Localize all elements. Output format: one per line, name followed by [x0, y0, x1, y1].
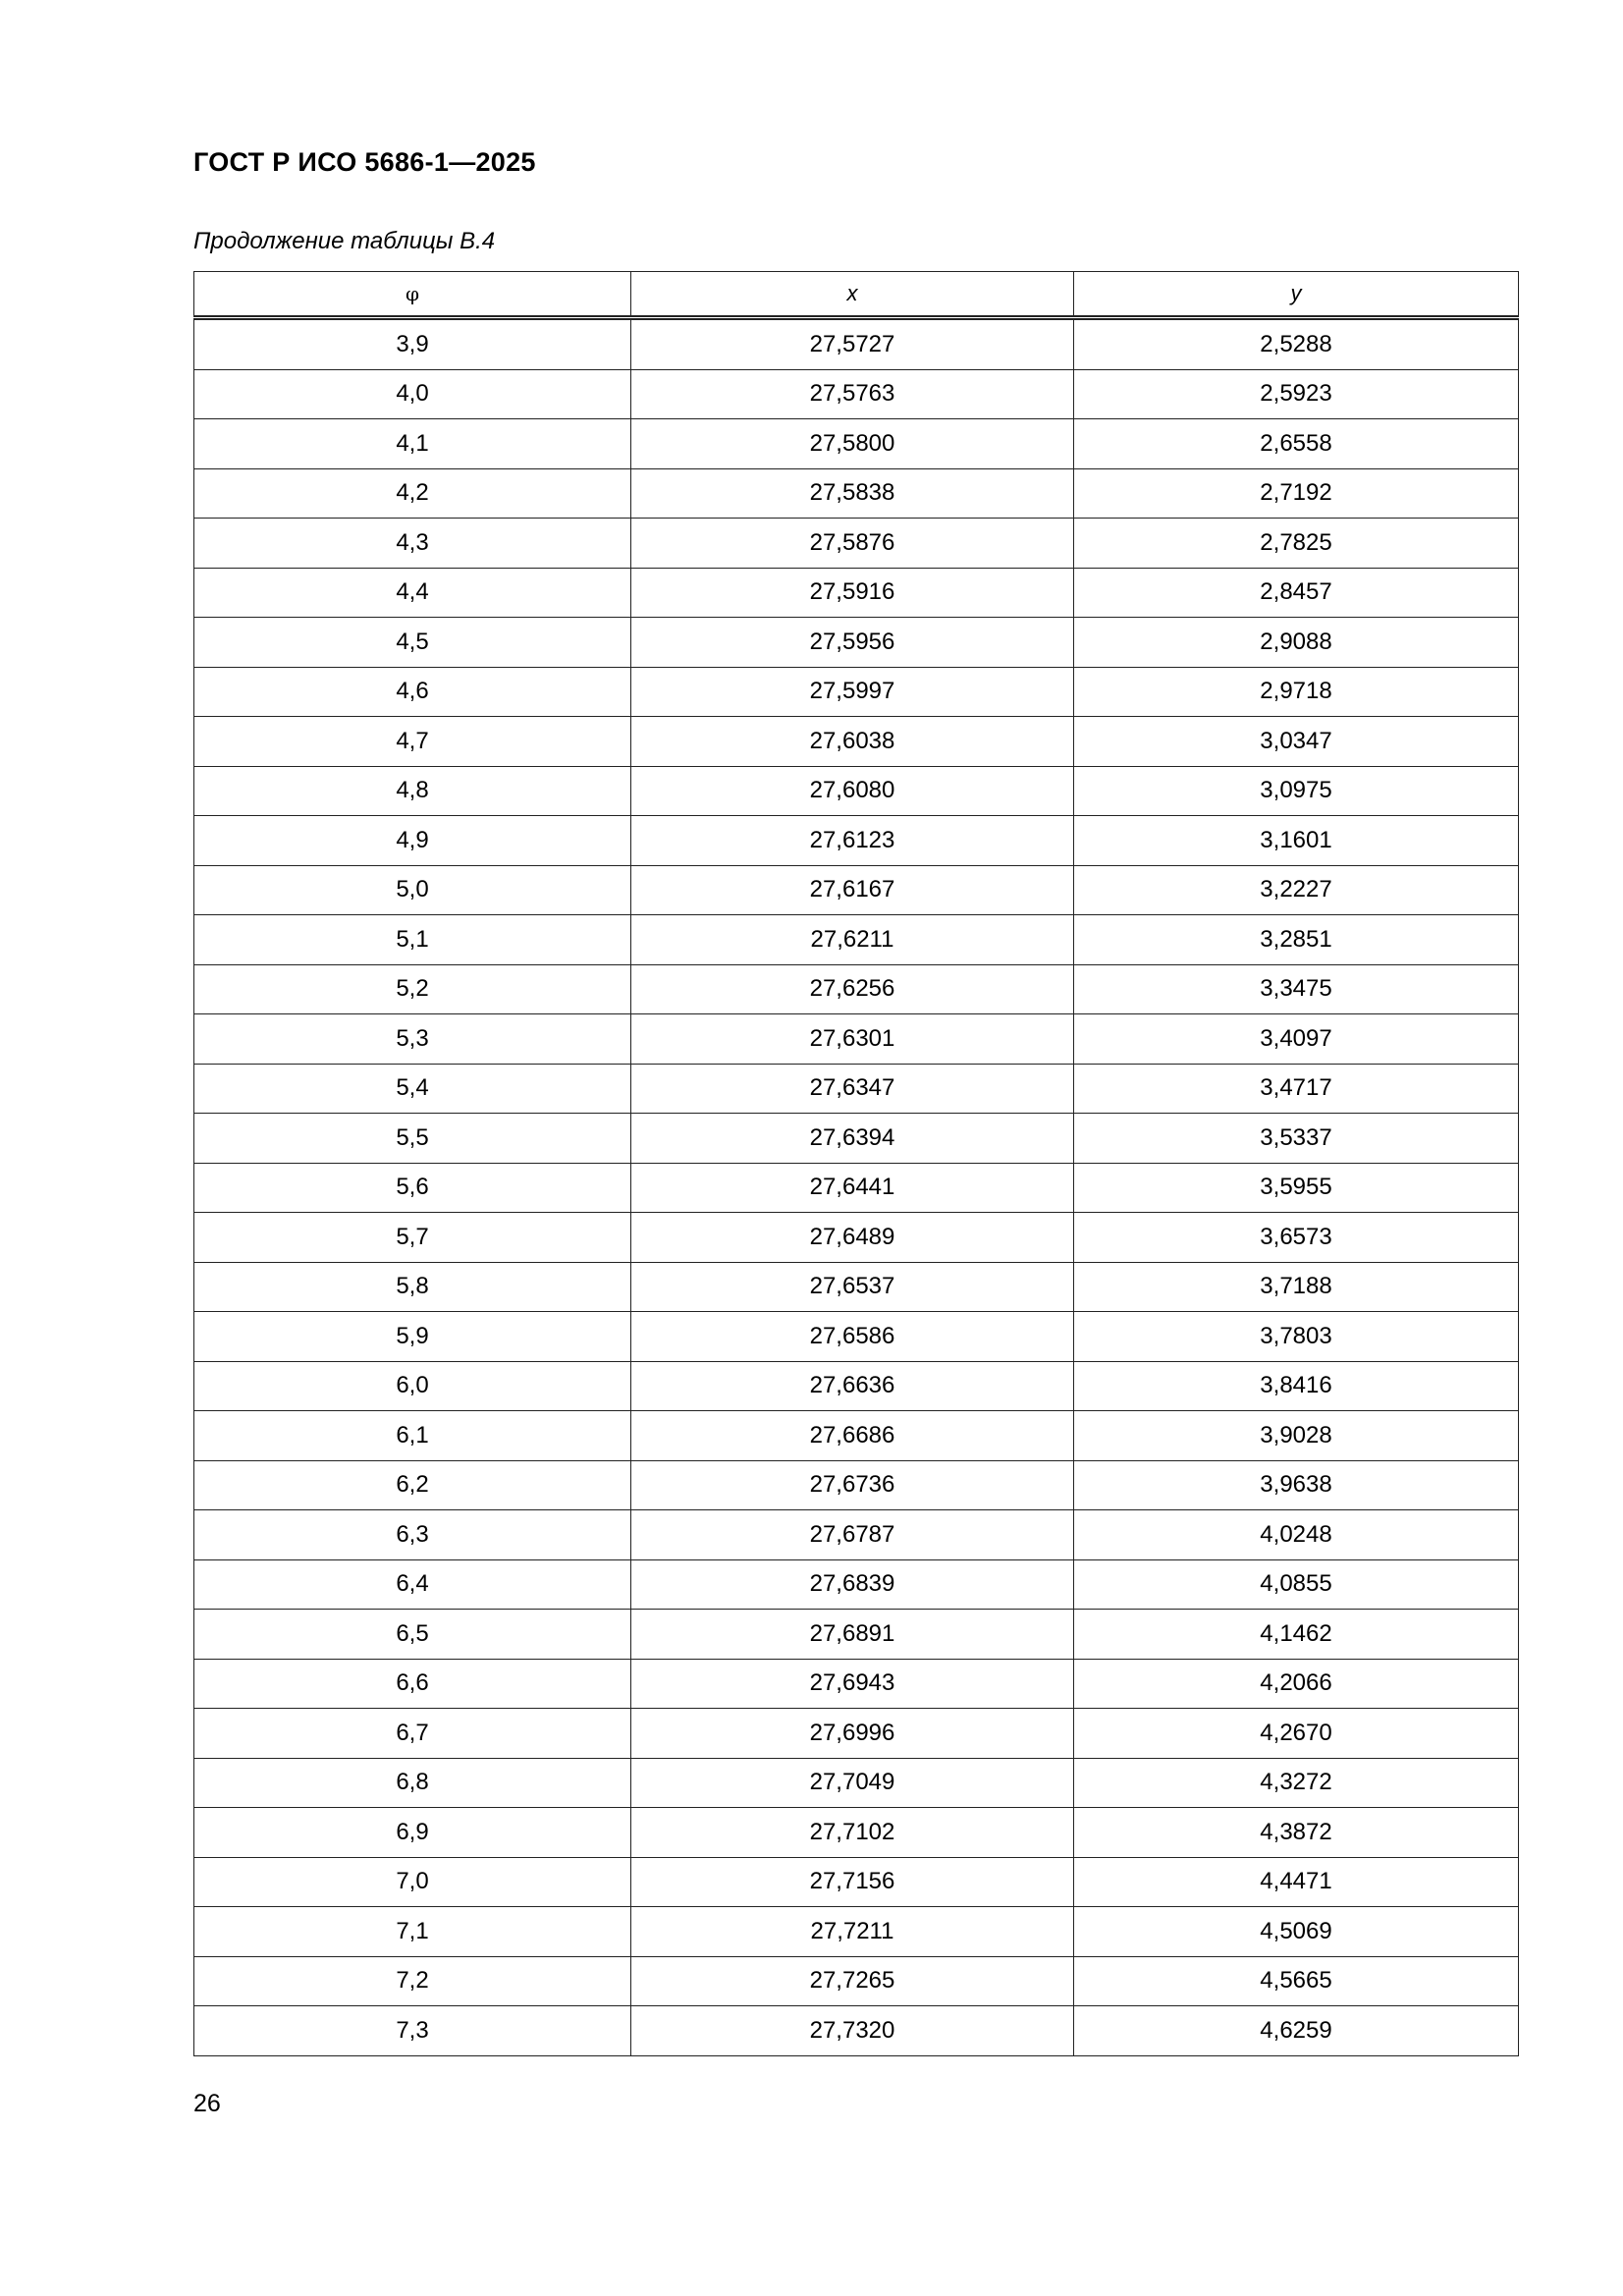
table-row: [194, 1361, 1519, 1411]
cell-y: 2,7825: [1074, 519, 1519, 569]
table-row: [194, 667, 1519, 717]
cell-phi: 4,2: [194, 468, 631, 519]
cell-y: 3,9638: [1074, 1460, 1519, 1510]
table-row: [194, 1163, 1519, 1213]
cell-y: 3,9028: [1074, 1411, 1519, 1461]
cell-phi: 6,5: [194, 1610, 631, 1660]
cell-phi: 4,5: [194, 618, 631, 668]
cell-phi: 6,3: [194, 1510, 631, 1560]
cell-x: 27,6489: [631, 1213, 1074, 1263]
cell-x: 27,7211: [631, 1907, 1074, 1957]
table-row: [194, 1857, 1519, 1907]
column-header-x: x: [631, 272, 1074, 318]
cell-phi: 5,7: [194, 1213, 631, 1263]
cell-y: 3,5337: [1074, 1114, 1519, 1164]
table-row: [194, 717, 1519, 767]
table-row: [194, 519, 1519, 569]
table-caption: Продолжение таблицы B.4: [193, 228, 496, 254]
cell-phi: 5,6: [194, 1163, 631, 1213]
cell-phi: 5,3: [194, 1014, 631, 1065]
cell-phi: 5,5: [194, 1114, 631, 1164]
table-header: [194, 272, 1519, 318]
cell-x: 27,6787: [631, 1510, 1074, 1560]
table-row: [194, 468, 1519, 519]
cell-phi: 4,6: [194, 667, 631, 717]
table-row: [194, 1064, 1519, 1114]
cell-x: 27,5838: [631, 468, 1074, 519]
cell-y: 2,7192: [1074, 468, 1519, 519]
cell-phi: 5,9: [194, 1312, 631, 1362]
cell-phi: 4,9: [194, 816, 631, 866]
cell-y: 2,5288: [1074, 318, 1519, 370]
cell-y: 4,0248: [1074, 1510, 1519, 1560]
table-row: [194, 1114, 1519, 1164]
cell-phi: 7,1: [194, 1907, 631, 1957]
table-row: [194, 1610, 1519, 1660]
table-row: [194, 816, 1519, 866]
cell-x: 27,5997: [631, 667, 1074, 717]
page-number: 26: [193, 2090, 221, 2117]
cell-x: 27,6211: [631, 915, 1074, 965]
cell-x: 27,6636: [631, 1361, 1074, 1411]
cell-x: 27,5876: [631, 519, 1074, 569]
table-row: [194, 1659, 1519, 1709]
table-row: [194, 1411, 1519, 1461]
table-row: [194, 369, 1519, 419]
cell-x: 27,7265: [631, 1956, 1074, 2006]
cell-y: 4,2066: [1074, 1659, 1519, 1709]
cell-x: 27,5763: [631, 369, 1074, 419]
cell-x: 27,6394: [631, 1114, 1074, 1164]
table-body: [194, 318, 1519, 2056]
cell-phi: 4,4: [194, 568, 631, 618]
cell-x: 27,5727: [631, 318, 1074, 370]
cell-y: 3,4717: [1074, 1064, 1519, 1114]
cell-y: 2,8457: [1074, 568, 1519, 618]
cell-phi: 5,8: [194, 1262, 631, 1312]
table-row: [194, 1262, 1519, 1312]
cell-x: 27,6891: [631, 1610, 1074, 1660]
cell-phi: 6,0: [194, 1361, 631, 1411]
column-header-y: y: [1074, 272, 1519, 318]
table-row: [194, 1014, 1519, 1065]
cell-x: 27,6301: [631, 1014, 1074, 1065]
column-header-phi: φ: [194, 272, 631, 318]
cell-x: 27,5956: [631, 618, 1074, 668]
cell-phi: 5,4: [194, 1064, 631, 1114]
cell-phi: 3,9: [194, 318, 631, 370]
cell-y: 4,5665: [1074, 1956, 1519, 2006]
cell-x: 27,6839: [631, 1559, 1074, 1610]
data-table: [193, 271, 1519, 2056]
cell-x: 27,7102: [631, 1808, 1074, 1858]
cell-phi: 7,3: [194, 2006, 631, 2056]
cell-x: 27,6586: [631, 1312, 1074, 1362]
table-row: [194, 915, 1519, 965]
table-row: [194, 1907, 1519, 1957]
cell-y: 3,2227: [1074, 865, 1519, 915]
cell-x: 27,6736: [631, 1460, 1074, 1510]
cell-phi: 4,1: [194, 419, 631, 469]
cell-phi: 4,0: [194, 369, 631, 419]
cell-y: 3,5955: [1074, 1163, 1519, 1213]
table-row: [194, 1559, 1519, 1610]
cell-y: 3,8416: [1074, 1361, 1519, 1411]
cell-y: 2,5923: [1074, 369, 1519, 419]
cell-phi: 4,8: [194, 766, 631, 816]
cell-phi: 7,0: [194, 1857, 631, 1907]
cell-x: 27,6256: [631, 964, 1074, 1014]
cell-y: 3,4097: [1074, 1014, 1519, 1065]
cell-phi: 4,3: [194, 519, 631, 569]
table-row: [194, 618, 1519, 668]
cell-phi: 6,6: [194, 1659, 631, 1709]
cell-y: 3,2851: [1074, 915, 1519, 965]
cell-y: 3,3475: [1074, 964, 1519, 1014]
table-row: [194, 865, 1519, 915]
cell-x: 27,7156: [631, 1857, 1074, 1907]
cell-y: 4,6259: [1074, 2006, 1519, 2056]
cell-y: 4,4471: [1074, 1857, 1519, 1907]
cell-phi: 6,8: [194, 1758, 631, 1808]
cell-y: 4,3872: [1074, 1808, 1519, 1858]
table-row: [194, 1709, 1519, 1759]
cell-y: 4,5069: [1074, 1907, 1519, 1957]
cell-phi: 6,2: [194, 1460, 631, 1510]
cell-phi: 7,2: [194, 1956, 631, 2006]
cell-phi: 6,7: [194, 1709, 631, 1759]
cell-x: 27,6996: [631, 1709, 1074, 1759]
cell-y: 4,1462: [1074, 1610, 1519, 1660]
table-row: [194, 964, 1519, 1014]
cell-phi: 6,1: [194, 1411, 631, 1461]
cell-x: 27,6123: [631, 816, 1074, 866]
cell-y: 4,2670: [1074, 1709, 1519, 1759]
table-row: [194, 1808, 1519, 1858]
cell-y: 3,6573: [1074, 1213, 1519, 1263]
cell-y: 3,7188: [1074, 1262, 1519, 1312]
cell-x: 27,5916: [631, 568, 1074, 618]
table-row: [194, 318, 1519, 370]
table-row: [194, 419, 1519, 469]
table-row: [194, 1510, 1519, 1560]
cell-x: 27,7049: [631, 1758, 1074, 1808]
table-row: [194, 1956, 1519, 2006]
cell-x: 27,6686: [631, 1411, 1074, 1461]
cell-phi: 6,9: [194, 1808, 631, 1858]
cell-y: 2,9088: [1074, 618, 1519, 668]
cell-x: 27,6943: [631, 1659, 1074, 1709]
cell-y: 3,1601: [1074, 816, 1519, 866]
document-title: ГОСТ Р ИСО 5686-1—2025: [193, 147, 536, 177]
cell-y: 4,3272: [1074, 1758, 1519, 1808]
cell-y: 3,0975: [1074, 766, 1519, 816]
table-row: [194, 766, 1519, 816]
cell-y: 3,7803: [1074, 1312, 1519, 1362]
cell-phi: 6,4: [194, 1559, 631, 1610]
cell-y: 2,9718: [1074, 667, 1519, 717]
table-header-row: [194, 272, 1519, 318]
table-row: [194, 568, 1519, 618]
cell-y: 4,0855: [1074, 1559, 1519, 1610]
cell-x: 27,6537: [631, 1262, 1074, 1312]
cell-x: 27,6347: [631, 1064, 1074, 1114]
table-row: [194, 1460, 1519, 1510]
cell-x: 27,5800: [631, 419, 1074, 469]
cell-x: 27,6441: [631, 1163, 1074, 1213]
cell-x: 27,6038: [631, 717, 1074, 767]
cell-y: 2,6558: [1074, 419, 1519, 469]
cell-y: 3,0347: [1074, 717, 1519, 767]
cell-x: 27,6080: [631, 766, 1074, 816]
cell-phi: 4,7: [194, 717, 631, 767]
cell-phi: 5,1: [194, 915, 631, 965]
table-row: [194, 2006, 1519, 2056]
cell-x: 27,6167: [631, 865, 1074, 915]
table-row: [194, 1312, 1519, 1362]
cell-x: 27,7320: [631, 2006, 1074, 2056]
table-row: [194, 1213, 1519, 1263]
cell-phi: 5,0: [194, 865, 631, 915]
table-row: [194, 1758, 1519, 1808]
cell-phi: 5,2: [194, 964, 631, 1014]
